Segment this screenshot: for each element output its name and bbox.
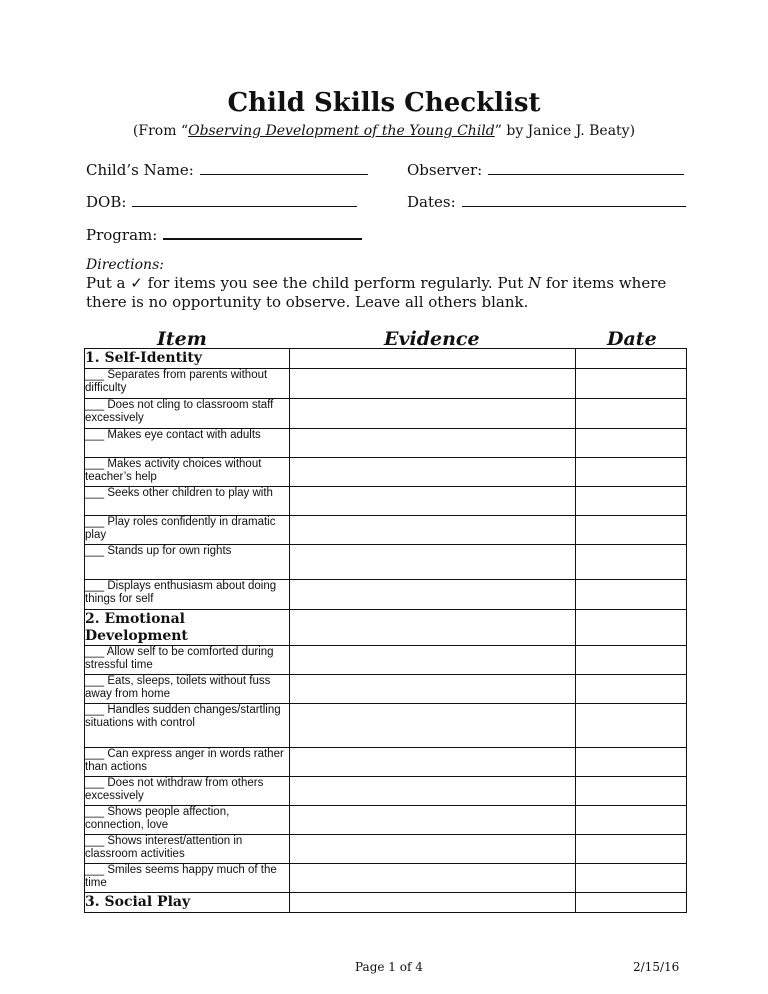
section-row	[85, 893, 687, 913]
directions-text	[86, 274, 686, 312]
checklist-item: ___ Stands up for own rights	[85, 545, 290, 580]
date-cell[interactable]	[576, 369, 687, 399]
date-cell[interactable]	[576, 864, 687, 893]
section-heading: 3. Social Play	[85, 893, 290, 913]
checklist-item: ___ Shows interest/attention in classroom activities	[85, 835, 290, 864]
date-cell[interactable]	[576, 835, 687, 864]
dob-label: DOB:	[86, 193, 127, 211]
checklist-item: ___ Handles sudden changes/startling situations with control	[85, 704, 290, 748]
evidence-cell[interactable]	[290, 349, 576, 369]
table-row	[85, 458, 687, 487]
page-number: Page 1 of 4	[355, 960, 423, 974]
table-row	[85, 777, 687, 806]
table-row	[85, 399, 687, 429]
evidence-cell[interactable]	[290, 704, 576, 748]
date-cell[interactable]	[576, 399, 687, 429]
observer-line[interactable]	[488, 160, 684, 175]
evidence-cell[interactable]	[290, 748, 576, 777]
date-cell[interactable]	[576, 349, 687, 369]
table-row	[85, 835, 687, 864]
date-cell[interactable]	[576, 580, 687, 610]
evidence-cell[interactable]	[290, 458, 576, 487]
date-cell[interactable]	[576, 516, 687, 545]
dob-field[interactable]	[86, 192, 357, 211]
date-cell[interactable]	[576, 806, 687, 835]
directions-n: N	[528, 274, 542, 292]
table-row	[85, 487, 687, 516]
source-prefix: (From “	[132, 123, 189, 139]
checklist-item: ___ Eats, sleeps, toilets without fuss away from home	[85, 675, 290, 704]
evidence-cell[interactable]	[290, 610, 576, 646]
table-row	[85, 675, 687, 704]
footer-date: 2/15/16	[633, 960, 680, 974]
date-cell[interactable]	[576, 748, 687, 777]
program-label: Program:	[86, 226, 158, 244]
dob-line[interactable]	[132, 192, 357, 207]
checklist-item: ___ Play roles confidently in dramatic play	[85, 516, 290, 545]
program-field[interactable]	[86, 224, 362, 244]
column-header-date: Date	[607, 328, 657, 350]
observer-field[interactable]	[407, 160, 684, 179]
date-cell[interactable]	[576, 704, 687, 748]
checklist-item: ___ Seeks other children to play with	[85, 487, 290, 516]
table-row	[85, 704, 687, 748]
table-row	[85, 806, 687, 835]
source-citation	[0, 123, 768, 139]
directions-part2: for items where there is no opportunity to observe. Leave all others blank.	[86, 274, 667, 311]
date-cell[interactable]	[576, 893, 687, 913]
section-row	[85, 349, 687, 369]
evidence-cell[interactable]	[290, 646, 576, 675]
date-cell[interactable]	[576, 487, 687, 516]
section-heading: 2. Emotional Development	[85, 610, 290, 646]
table-row	[85, 545, 687, 580]
childs-name-line[interactable]	[200, 160, 368, 175]
document-title: Child Skills Checklist	[227, 88, 541, 118]
directions-part1: Put a ✓ for items you see the child perform regularly. Put	[86, 274, 529, 292]
evidence-cell[interactable]	[290, 864, 576, 893]
date-cell[interactable]	[576, 675, 687, 704]
dates-field[interactable]	[407, 192, 686, 211]
date-cell[interactable]	[576, 458, 687, 487]
checklist-item: ___ Can express anger in words rather than actions	[85, 748, 290, 777]
evidence-cell[interactable]	[290, 429, 576, 458]
checklist-item: ___ Makes activity choices without teacher’s help	[85, 458, 290, 487]
evidence-cell[interactable]	[290, 487, 576, 516]
checklist-item: ___ Shows people affection, connection, love	[85, 806, 290, 835]
program-line[interactable]	[163, 224, 362, 240]
table-row	[85, 429, 687, 458]
evidence-cell[interactable]	[290, 675, 576, 704]
evidence-cell[interactable]	[290, 806, 576, 835]
checklist-item: ___ Displays enthusiasm about doing things for self	[85, 580, 290, 610]
checklist-table	[84, 348, 687, 913]
checklist-item: ___ Allow self to be comforted during stressful time	[85, 646, 290, 675]
directions-label: Directions:	[86, 257, 164, 273]
checklist-item: ___ Makes eye contact with adults	[85, 429, 290, 458]
source-suffix: ” by Janice J. Beaty)	[494, 123, 636, 139]
date-cell[interactable]	[576, 429, 687, 458]
date-cell[interactable]	[576, 646, 687, 675]
date-cell[interactable]	[576, 777, 687, 806]
date-cell[interactable]	[576, 545, 687, 580]
date-cell[interactable]	[576, 610, 687, 646]
evidence-cell[interactable]	[290, 893, 576, 913]
table-row	[85, 580, 687, 610]
table-row	[85, 646, 687, 675]
childs-name-field[interactable]	[86, 160, 368, 179]
column-header-item: Item	[157, 328, 207, 350]
section-row	[85, 610, 687, 646]
dates-line[interactable]	[462, 192, 686, 207]
evidence-cell[interactable]	[290, 369, 576, 399]
evidence-cell[interactable]	[290, 399, 576, 429]
book-title: Observing Development of the Young Child	[188, 123, 495, 139]
table-row	[85, 864, 687, 893]
table-row	[85, 516, 687, 545]
evidence-cell[interactable]	[290, 516, 576, 545]
column-header-evidence: Evidence	[384, 328, 480, 350]
childs-name-label: Child’s Name:	[86, 161, 194, 179]
table-row	[85, 748, 687, 777]
table-row	[85, 369, 687, 399]
checklist-item: ___ Smiles seems happy much of the time	[85, 864, 290, 893]
dates-label: Dates:	[407, 193, 456, 211]
evidence-cell[interactable]	[290, 777, 576, 806]
evidence-cell[interactable]	[290, 835, 576, 864]
checklist-item: ___ Separates from parents without difficulty	[85, 369, 290, 399]
section-heading: 1. Self-Identity	[85, 349, 290, 369]
observer-label: Observer:	[407, 161, 483, 179]
evidence-cell[interactable]	[290, 545, 576, 580]
checklist-item: ___ Does not withdraw from others excessively	[85, 777, 290, 806]
evidence-cell[interactable]	[290, 580, 576, 610]
checklist-item: ___ Does not cling to classroom staff excessively	[85, 399, 290, 429]
